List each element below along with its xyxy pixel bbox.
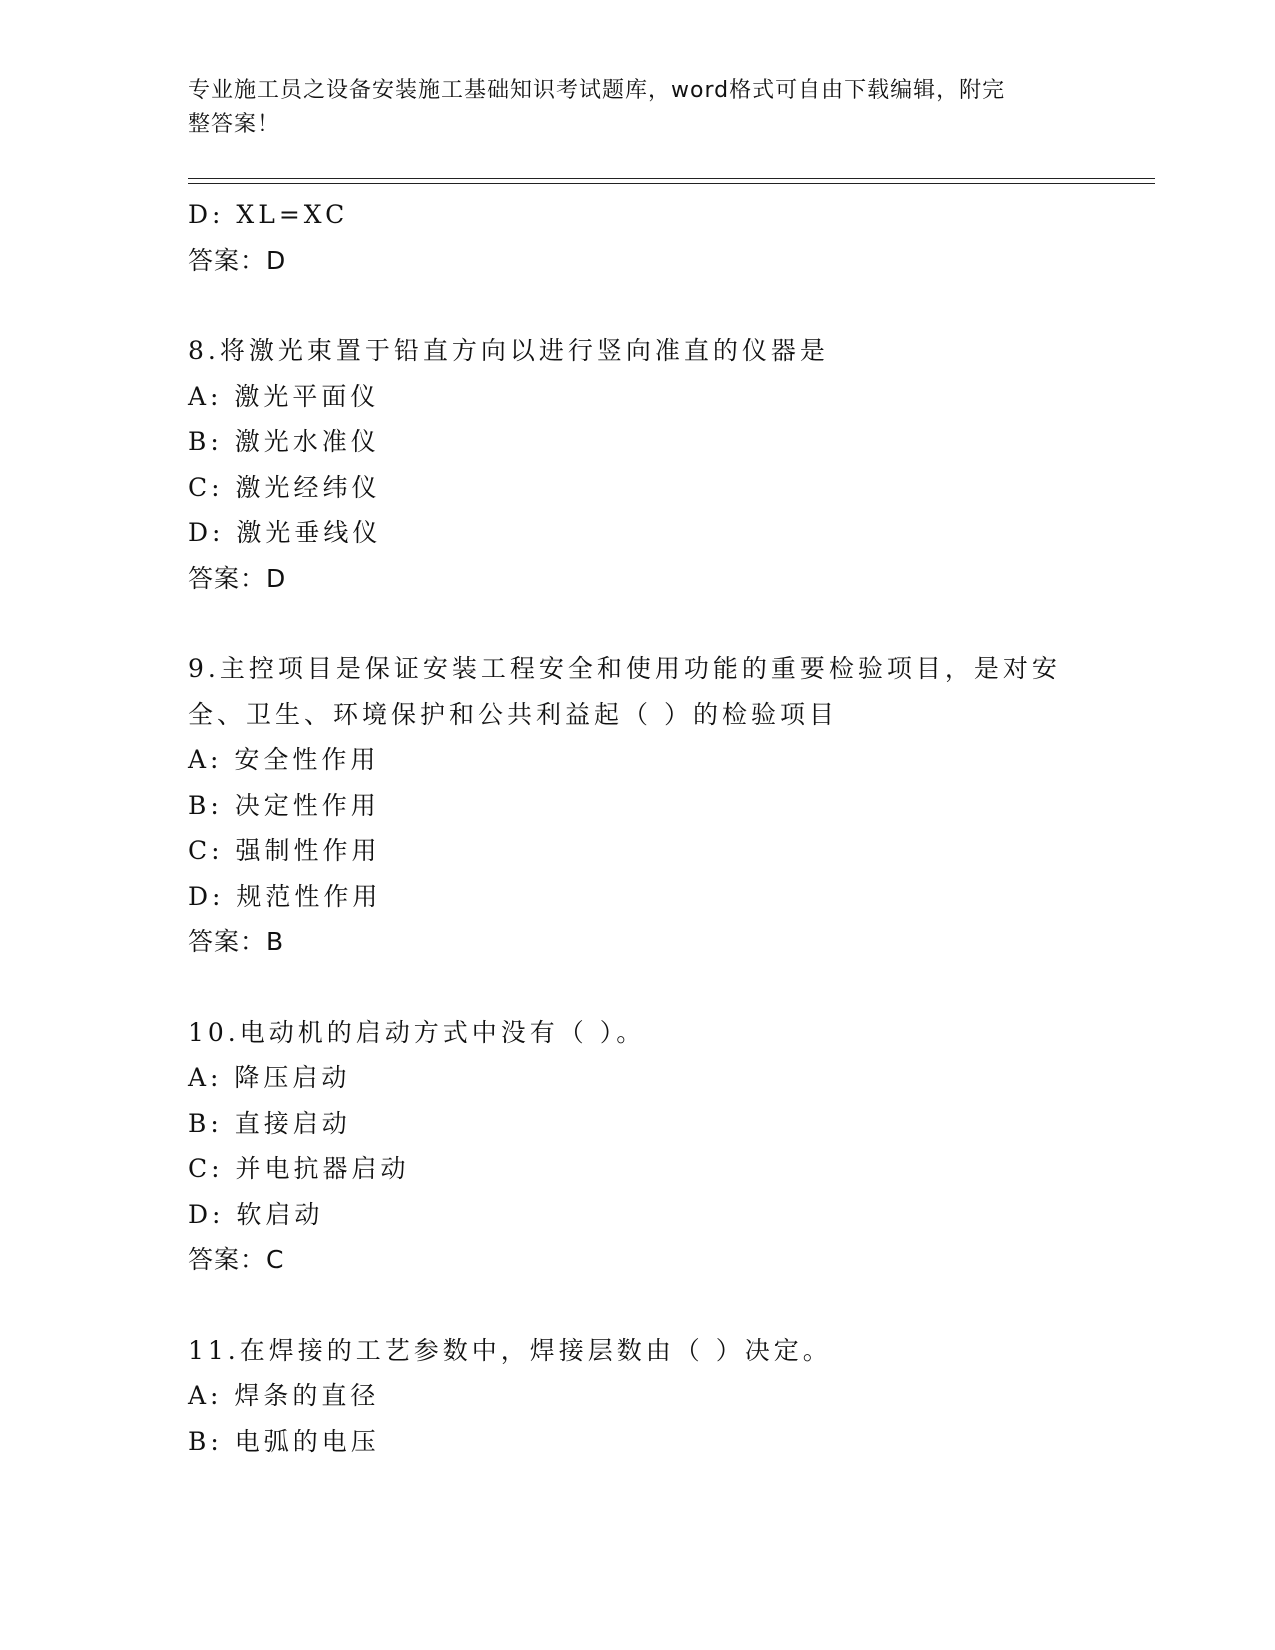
document-header	[188, 74, 1088, 142]
question-11	[188, 1328, 1088, 1465]
question-10	[188, 1010, 1088, 1283]
carryover-block	[188, 192, 1088, 283]
document-body	[188, 192, 1088, 1509]
header-rule-top	[188, 178, 1155, 179]
answer-line: 答案：C	[188, 1245, 285, 1274]
option-d: D: 规范性作用	[188, 881, 382, 911]
question-text: 11.在焊接的工艺参数中，焊接层数由（ ）决定。	[188, 1335, 832, 1365]
question-text: 8.将激光束置于铅直方向以进行竖向准直的仪器是	[188, 336, 829, 365]
option-b: B: 决定性作用	[188, 790, 380, 820]
option-a: A: 安全性作用	[188, 745, 380, 774]
option-d: D: XL=XC	[188, 200, 349, 229]
option-a: A: 降压启动	[188, 1063, 351, 1092]
option-c: C: 激光经纬仪	[188, 472, 381, 502]
option-c: C: 强制性作用	[188, 836, 381, 865]
answer-line: 答案：B	[188, 927, 285, 956]
header-line-1: 专业施工员之设备安装施工基础知识考试题库，word格式可自由下载编辑，附完	[188, 78, 1006, 103]
question-8	[188, 328, 1088, 601]
option-c: C: 并电抗器启动	[188, 1154, 410, 1183]
option-b: B: 直接启动	[188, 1108, 351, 1138]
question-text-continued: 全、卫生、环境保护和公共利益起（ ）的检验项目	[188, 699, 838, 729]
option-a: A: 焊条的直径	[188, 1381, 380, 1410]
answer-line: 答案：D	[188, 245, 287, 275]
answer-line: 答案：D	[188, 563, 287, 593]
option-d: D: 激光垂线仪	[188, 518, 382, 547]
option-a: A: 激光平面仪	[188, 381, 380, 411]
header-line-2: 整答案！	[188, 112, 281, 137]
header-rule-bottom	[188, 183, 1155, 184]
option-b: B: 电弧的电压	[188, 1426, 380, 1456]
question-9	[188, 646, 1088, 965]
question-text: 9.主控项目是保证安装工程安全和使用功能的重要检验项目，是对安	[188, 654, 1061, 683]
option-b: B: 激光水准仪	[188, 427, 380, 456]
question-text: 10.电动机的启动方式中没有（ ）。	[188, 1017, 646, 1047]
option-d: D: 软启动	[188, 1199, 324, 1229]
